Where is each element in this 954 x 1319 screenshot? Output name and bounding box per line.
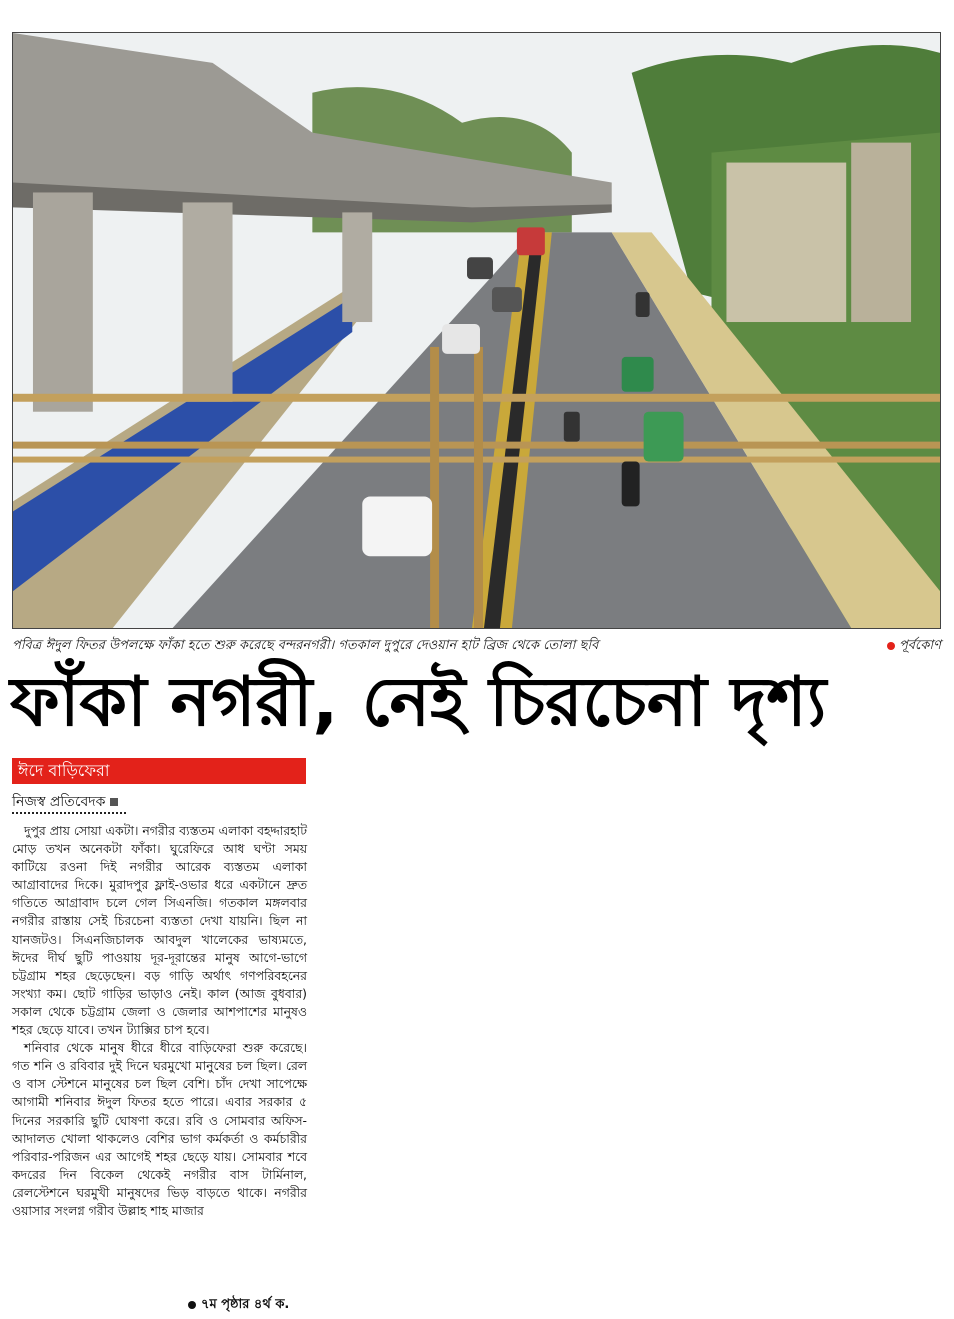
continued-note [188, 1295, 289, 1316]
photo-caption: পবিত্র ঈদুল ফিতর উপলক্ষে ফাঁকা হতে শুরু করেছে বন্দরনগরী। গতকাল দুপুরে দেওয়ান হাট ব্রিজ থেকে তোলা ছবি [12, 638, 599, 653]
byline [12, 790, 118, 814]
dotted-divider [12, 812, 126, 814]
photo-credit-text: পূর্বকোণ [898, 638, 941, 653]
byline-text: নিজস্ব প্রতিবেদক [12, 794, 106, 810]
bullet-dot-icon [188, 1301, 196, 1309]
credit-dot-icon [887, 642, 895, 650]
continued-text: ৭ম পৃষ্ঠার ৪র্থ ক. [201, 1297, 290, 1312]
street-scene-image [13, 33, 940, 628]
section-kicker: ঈদে বাড়িফেরা [12, 758, 306, 784]
article-paragraph: দুপুর প্রায় সোয়া একটা। নগরীর ব্যস্ততম এলাকা বহদ্দারহাট মোড় তখন অনেকটা ফাঁকা। ঘুরেফিরে আধ ঘণ্টা সময় কাটিয়ে রওনা দিই নগরীর আরেক ব্যস্ততম এলাকা আগ্রাবাদের দিকে। মুরাদপুর ফ্লাই-ওভার ধরে একটানে দ্রুত গতিতে আগ্রাবাদ চলে গেল সিএনজি। গতকাল মঙ্গলবার নগরীর রাস্তায় সেই চিরচেনা ব্যস্ততা দেখা যায়নি। ছিল না যানজটও। সিএনজিচালক আবদুল খালেকের ভাষ্যমতে, ঈদের দীর্ঘ ছুটি পাওয়ায় দূর-দূরান্তের মানুষ আগে-ভাগে চট্টগ্রাম শহর ছেড়েছেন। বড় গাড়ি অর্থাৎ গণপরিবহনের সংখ্যা কম। ছোট গাড়ির ভাড়াও নেই। কাল (আজ বুধবার) সকাল থেকে চট্টগ্রাম জেলা ও জেলার আশপাশের মানুষও শহর ছেড়ে যাবে। তখন ট্যাক্সির চাপ হবে। [12, 823, 307, 1038]
headline: ফাঁকা নগরী, নেই চিরচেনা দৃশ্য [10, 663, 827, 742]
photo-caption-row [12, 634, 941, 654]
article-paragraph: শনিবার থেকে মানুষ ধীরে ধীরে বাড়িফেরা শুরু করেছে। গত শনি ও রবিবার দুই দিনে ঘরমুখো মানুষের চল ছিল। রেল ও বাস স্টেশনে মানুষের চল ছিল বেশি। চাঁদ দেখা সাপেক্ষে আগামী শনিবার ঈদুল ফিতর হতে পারে। এবার সরকার ৫ দিনের সরকারি ছুটি ঘোষণা করে। রবি ও সোমবার অফিস-আদালত খোলা থাকলেও বেশির ভাগ কর্মকর্তা ও কর্মচারীর পরিবার-পরিজন এর আগেই শহর ছেড়ে যায়। সোমবার শবে কদরের দিন বিকেল থেকেই নগরীর বাস টার্মিনাল, রেলস্টেশনে ঘরমুখী মানুষদের ভিড় বাড়তে থাকে। নগরীর ওয়াসার সংলগ্ন গরীব উল্লাহ শাহ মাজার [12, 1040, 307, 1218]
news-photo [12, 32, 941, 629]
photo-credit [887, 636, 941, 657]
article-body [12, 822, 307, 1220]
square-bullet-icon [110, 798, 118, 806]
